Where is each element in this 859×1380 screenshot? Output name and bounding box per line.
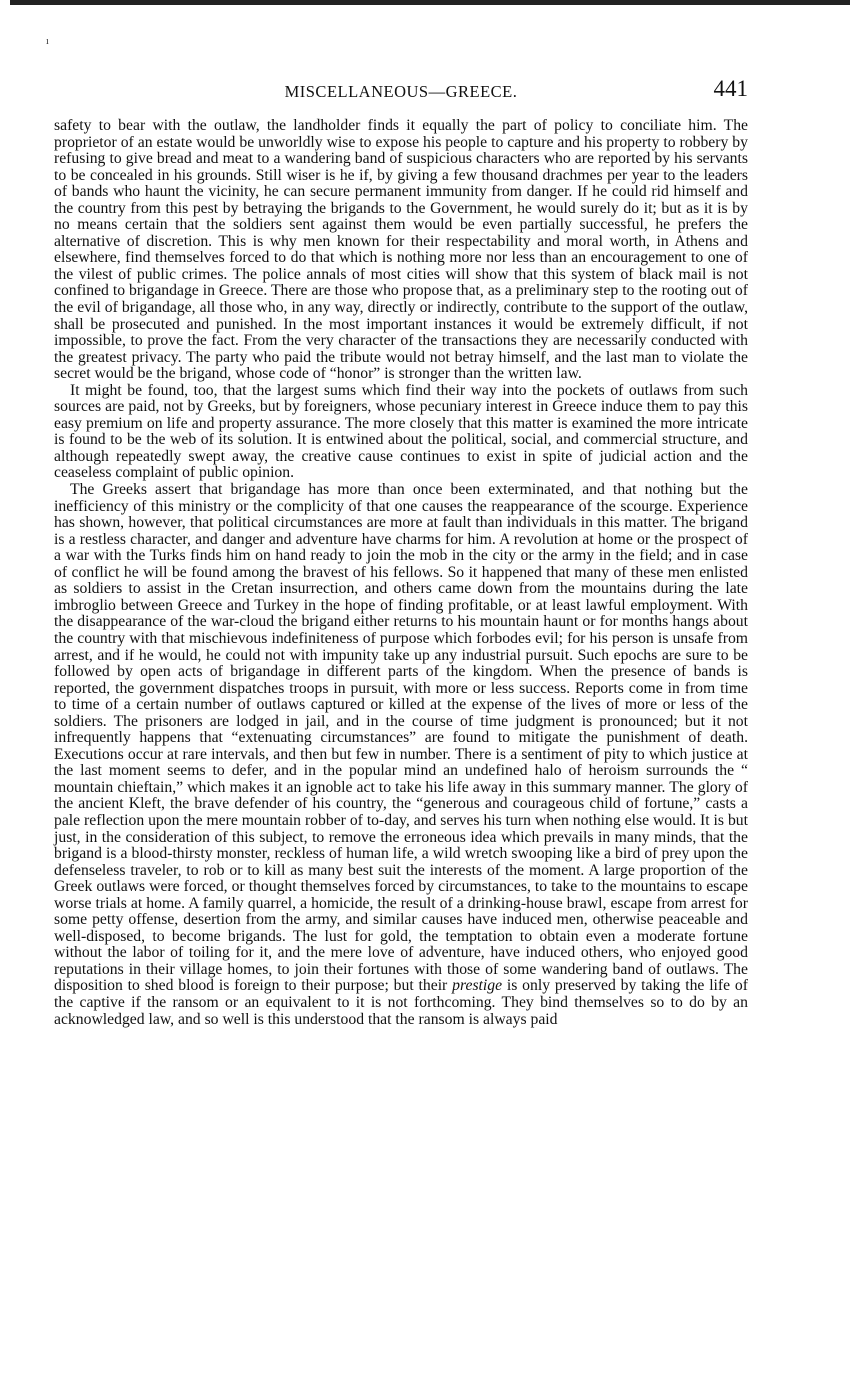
paragraph-3-text: The Greeks assert that brigandage has more than once been exterminated, and that nothing but the inefficiency of this ministry or the complicity of that one causes the reappearance of the scourge. Experience has shown, however, that political circumstances are more at fault than individuals in this matter. The brigand is a restless character, and danger and adventure have charms for him. A revolution at home or the prospect of a war with the Turks finds him on hand ready to join the mob in the city or the army in the field; and in case of conflict he will be found among the bravest of his fellows. So it happened that many of these men enlisted as soldiers to assist in the Cretan insurrection, and others came down from the mountains during the late imbroglio between Greece and Turkey in the hope of finding profitable, or at least lawful employment. With the disappearance of the war-cloud the brigand either returns to his mountain haunt or for months hangs about the country with that mischievous indefiniteness of purpose which forbodes evil; for his person is unsafe from arrest, and if he would, he could not with impunity take up any industrial pursuit. Such epochs are sure to be followed by open acts of brigandage in different parts of the kingdom. When the presence of bands is reported, the government dispatches troops in pursuit, with more or less success. Reports come in from time to time of a certain number of outlaws captured or killed at the expense of the lives of more or less of the soldiers. The prisoners are lodged in jail, and in the course of time judgment is pronounced; but it not infrequently happens that “extenuating circumstances” are found to mitigate the punishment of death. Executions occur at rare intervals, and then but few in number. There is a sentiment of pity to which justice at the last moment seems to defer, and in the popular mind an undefined halo of heroism surrounds the “ mountain chieftain,” which makes it an ignoble act to take his life away in this summary manner. The glory of the ancient Kleft, the brave defender of his country, the “generous and courageous child of fortune,” casts a pale reflection upon the mere mountain robber of to-day, and serves his turn when nothing else would. It is but just, in the consideration of this subject, to remove the erroneous idea which prevails in many minds, that the brigand is a blood-thirsty monster, reckless of human life, a wild wretch swooping like a bird of prey upon the defenseless traveler, to rob or to kill as many best suit the interests of the moment. A large proportion of the Greek outlaws were forced, or thought themselves forced by circumstances, to take to the mountains to escape worse trials at home. A family quarrel, a homicide, the result of a drinking-house brawl, escape from arrest for some petty offense, desertion from the army, and similar causes have induced men, otherwise peaceable and well-disposed, to become brigands. The lust for gold, the temptation to obtain even a moderate fortune without the labor of toiling for it, and the mere love of adventure, have induced others, who enjoyed good reputations in their village homes, to join their fortunes with those of some wandering band of outlaws. The disposition to shed blood is foreign to their purpose; but their (54, 481, 748, 995)
running-title: MISCELLANEOUS—GREECE. (284, 82, 518, 101)
page-body (54, 78, 748, 1028)
top-border-rule (10, 0, 850, 5)
paragraph-continued: safety to bear with the outlaw, the landholder finds it equally the part of policy to conciliate him. The proprietor of an estate would be unworldly wise to expose his people to capture and his property to robbery by refusing to give bread and meat to a wandering band of suspicious characters who are reported by his servants to be concealed in his grounds. Still wiser is he if, by giving a few thousand drachmes per year to the leaders of bands who haunt the vicinity, he can secure permanent immunity from danger. If he could rid himself and the country from this pest by betraying the brigands to the Government, he would surely do it; but as it is by no means certain that the soldiers sent against them would be even partially successful, he prefers the alternative of discretion. This is why men known for their respectability and moral worth, in Athens and elsewhere, find themselves forced to do that which is nothing more nor less than an encouragement to one of the vilest of public crimes. The police annals of most cities will show that this system of black mail is not confined to brigandage in Greece. There are those who propose that, as a preliminary step to the rooting out of the evil of brigandage, all those who, in any way, directly or indirectly, contribute to the support of the outlaw, shall be prosecuted and punished. In the most important instances it would be extremely difficult, if not impossible, to prove the fact. From the very character of the transactions they are necessarily conducted with the greatest privacy. The party who paid the tribute would not betray himself, and the last man to violate the secret would be the brigand, whose code of “honor” is stronger than the written law. (54, 117, 748, 383)
paragraph-3 (54, 482, 748, 1028)
running-header (54, 78, 748, 118)
paragraph-2: It might be found, too, that the largest sums which find their way into the pockets of outlaws from such sources are paid, not by Greeks, but by foreigners, whose pecuniary interest in Greece induce them to pay this easy premium on life and property assurance. The more closely that this matter is examined the more intricate is found to be the web of its solution. It is entwined about the political, social, and commercial structure, and although repeatedly swept away, the creative cause continues to exist in spite of judicial action and the ceaseless complaint of public opinion. (54, 381, 748, 482)
paragraph-3-tail: is only preserved by taking the life of the captive if the ransom or an equivalent to it is not forthcoming. They bind themselves so to do by an acknowledged law, and so well is this understood that the ransom is always paid (54, 977, 748, 1028)
margin-mark: ı (46, 36, 49, 47)
italic-word-prestige: prestige (452, 977, 503, 995)
page-number: 441 (713, 76, 748, 101)
